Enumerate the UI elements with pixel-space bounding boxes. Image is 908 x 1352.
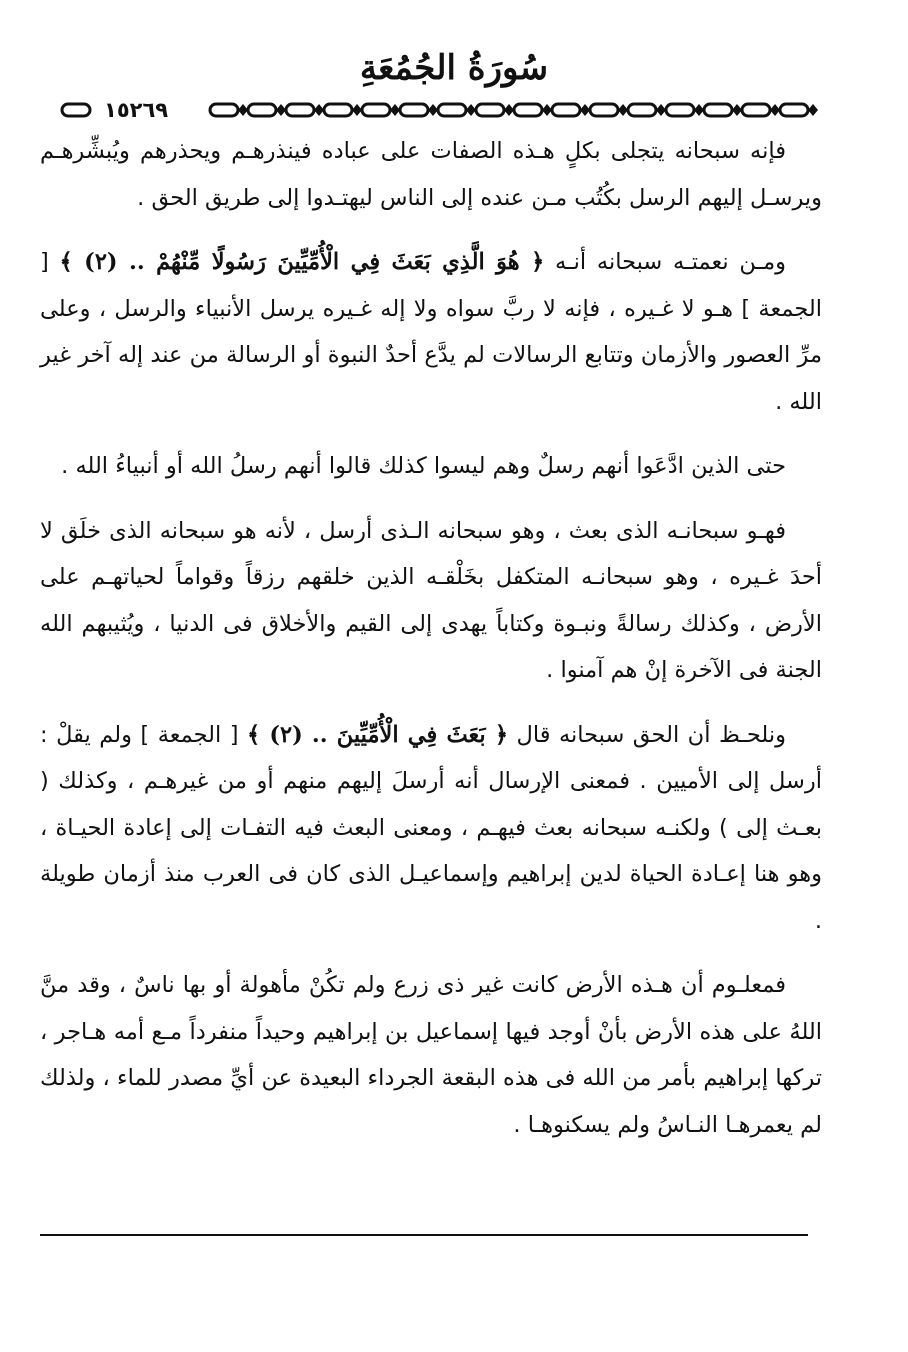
paragraph-1: فإنه سبحانه يتجلى بكلٍ هـذه الصفات على عباده فينذرهـم ويحذرهم ويُبشِّرهـم ويرسـل إليهم الرسل بكُتُب مـن عنده إلى الناس ليهتـدوا إلى طريق الحق . <box>40 138 822 211</box>
ornamental-header-band <box>60 96 826 124</box>
paragraph-2-lead: ومـن نعمتـه سبحانه أنـه <box>555 249 786 275</box>
paragraph-4: فهـو سبحانـه الذى بعث ، وهو سبحانه الـذى أرسل ، لأنه هو سبحانه الذى خلَق لا أحدَ غـيره ، وهو سبحانـه المتكفل بخَلْقـه الذين خلقهم رزقاً وقواماً لحياتهـم على الأرض ، وكذلك رسالةً ونبـوة وكتاباً يهدى إلى القيم والأخلاق فى الدنيا ، ويُثيبهم الله الجنة فى الآخرة إنْ هم آمنوا . <box>40 517 822 683</box>
paragraph-5-rest: [ الجمعة ] ولم يقلْ : أرسل إلى الأميين . فمعنى الإرسال أنه أرسلَ إليهم منهم أو من غيرهـم ، وكذلك ( بعـث إلى ) ولكنـه سبحانه بعث فيهـم ، ومعنى البعث فيه التفـات إلى إعادة الحيـاة ، وهو هنا إعـادة الحياة لدين إبراهيم وإسماعيـل الذى كان فى العرب منذ أزمان طويلة . <box>40 721 822 934</box>
paragraph-2 <box>40 239 822 425</box>
body-text <box>40 128 822 1148</box>
paragraph-6: فمعلـوم أن هـذه الأرض كانت غير ذى زرع ولم تكُنْ مأهولة أو بها ناسٌ ، وقد منَّ اللهُ على هذه الأرض بأنْ أوجد فيها إسماعيل بن إبراهيم وحيداً منفرداً مـع أمه هـاجر ، تركها إبراهيم بأمر من الله فى هذه البقعة الجرداء البعيدة عن أيِّ مصدر للماء ، ولذلك لم يعمرهـا النـاسُ ولم يسكنوهـا . <box>40 972 822 1138</box>
paragraph-2-rest: [ الجمعة ] هـو لا غـيره ، فإنه لا ربَّ سواه ولا إله غـيره يرسل الأنبياء والرسل ، وعلى مرِّ العصور والأزمان وتتابع الرسالات لم يدَّع أحدٌ النبوة أو الرسالة من عند إله آخر غير الله . <box>40 249 822 415</box>
paragraph-5 <box>40 712 822 945</box>
page-number: ١٥٢٦٩ <box>98 96 174 124</box>
paragraph-3: حتى الذين ادَّعَوا أنهم رسلٌ وهم ليسوا كذلك قالوا أنهم رسلُ الله أو أنبياءُ الله . <box>61 453 786 479</box>
chain-ornament-icon <box>60 96 826 124</box>
footer-divider <box>40 1234 808 1236</box>
quran-verse: ﴿ بَعَثَ فِي الْأُمِّيِّينَ .. (٢) ﴾ <box>247 721 509 748</box>
surah-title: سُورَةُ الجُمُعَةِ <box>359 48 549 88</box>
paragraph-5-lead: ونلحـظ أن الحق سبحانه قال <box>516 721 786 748</box>
quran-verse: ﴿ هُوَ الَّذِي بَعَثَ فِي الْأُمِّيِّينَ رَسُولًا مِّنْهُمْ .. (٢) ﴾ <box>59 249 545 275</box>
